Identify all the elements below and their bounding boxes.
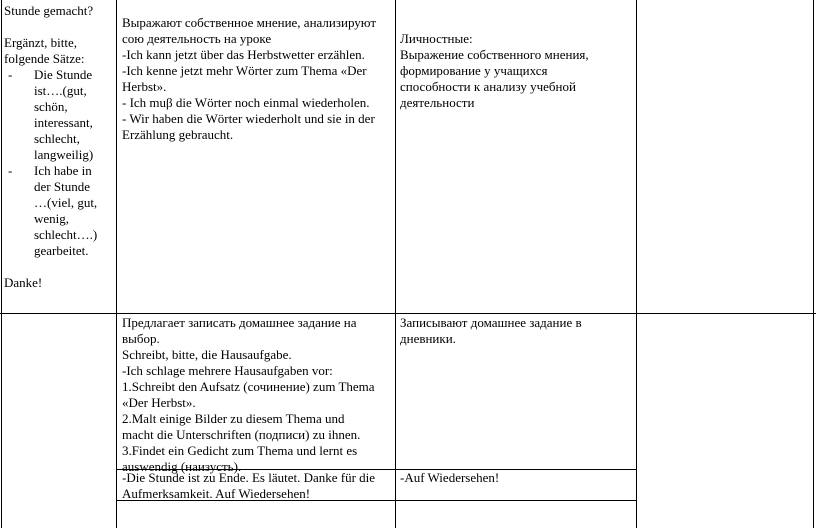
text-line: langweilig) bbox=[34, 147, 94, 162]
text-line: Личностные: bbox=[400, 31, 473, 46]
text-line: -Die Stunde ist zu Ende. Es läutet. Danke für die bbox=[122, 470, 376, 485]
text-line: schön, bbox=[34, 99, 68, 114]
text-line: способности к анализу учебной bbox=[400, 79, 576, 94]
text-line: формирование у учащихся bbox=[400, 63, 548, 78]
text-line: gearbeitet. bbox=[34, 243, 89, 258]
text-line: Записывают домашнее задание в bbox=[400, 315, 582, 330]
right-border bbox=[813, 0, 814, 528]
text-line: Ergänzt, bitte, bbox=[4, 35, 78, 50]
text-line: Ich habe in bbox=[34, 163, 92, 178]
row2-col3-cell bbox=[400, 315, 634, 347]
text-line: выбор. bbox=[122, 331, 160, 346]
text-line: Выражение собственного мнения, bbox=[400, 47, 589, 62]
text-line: Stunde gemacht? bbox=[4, 3, 94, 18]
text-line: …(viel, gut, bbox=[34, 195, 98, 210]
list-dash: - bbox=[8, 163, 13, 178]
text-line: 2.Malt einige Bilder zu diesem Thema und bbox=[122, 411, 345, 426]
text-line: Herbst». bbox=[122, 79, 167, 94]
row2-col2-cell bbox=[122, 315, 392, 475]
text-line: ist….(gut, bbox=[34, 83, 87, 98]
text-line: Aufmerksamkeit. Auf Wiedersehen! bbox=[122, 486, 311, 501]
row1-col3-cell bbox=[400, 31, 634, 111]
text-line: «Der Herbst». bbox=[122, 395, 196, 410]
row1-col2-cell bbox=[122, 15, 392, 143]
text-line: -Ich schlage mehrere Hausaufgaben vor: bbox=[122, 363, 333, 378]
text-line: - Ich muβ die Wörter noch einmal wiederholen. bbox=[122, 95, 370, 110]
text-line: деятельности bbox=[400, 95, 475, 110]
text-line: сою деятельность на уроке bbox=[122, 31, 272, 46]
text-line: schlecht….) bbox=[34, 227, 98, 242]
text-line: wenig, bbox=[34, 211, 70, 226]
row1-bottom-border bbox=[0, 313, 816, 314]
text-line: Erzählung gebraucht. bbox=[122, 127, 234, 142]
left-border bbox=[1, 0, 2, 528]
text-line: Die Stunde bbox=[34, 67, 93, 82]
row1-col1-cell bbox=[4, 3, 114, 291]
row3-col2-cell bbox=[122, 470, 392, 502]
text-line: auswendig (наизусть). bbox=[122, 459, 242, 474]
text-line: macht die Unterschriften (подписи) zu ihnen. bbox=[122, 427, 361, 442]
text-line: дневники. bbox=[400, 331, 456, 346]
col3-right-border bbox=[636, 0, 637, 528]
text-line: interessant, bbox=[34, 115, 93, 130]
text-line: Предлагает записать домашнее задание на bbox=[122, 315, 357, 330]
text-line: Выражают собственное мнение, анализируют bbox=[122, 15, 376, 30]
col2-right-border bbox=[395, 0, 396, 528]
text-line: -Auf Wiedersehen! bbox=[400, 470, 500, 485]
list-dash: - bbox=[8, 67, 13, 82]
text-line: -Ich kenne jetzt mehr Wörter zum Thema «Der bbox=[122, 63, 367, 78]
text-line: folgende Sätze: bbox=[4, 51, 85, 66]
text-line: -Ich kann jetzt über das Herbstwetter erzählen. bbox=[122, 47, 365, 62]
text-line: der Stunde bbox=[34, 179, 90, 194]
text-line: - Wir haben die Wörter wiederholt und sie in der bbox=[122, 111, 375, 126]
row3-col3-cell bbox=[400, 470, 634, 486]
text-line: schlecht, bbox=[34, 131, 80, 146]
list-item bbox=[4, 67, 114, 163]
text-line: Schreibt, bitte, die Hausaufgabe. bbox=[122, 347, 292, 362]
text-line: 3.Findet ein Gedicht zum Thema und lernt es bbox=[122, 443, 358, 458]
list-item bbox=[4, 163, 114, 259]
text-line: 1.Schreibt den Aufsatz (сочинение) zum Thema bbox=[122, 379, 375, 394]
col1-right-border bbox=[116, 0, 117, 528]
text-line: Danke! bbox=[4, 275, 43, 290]
